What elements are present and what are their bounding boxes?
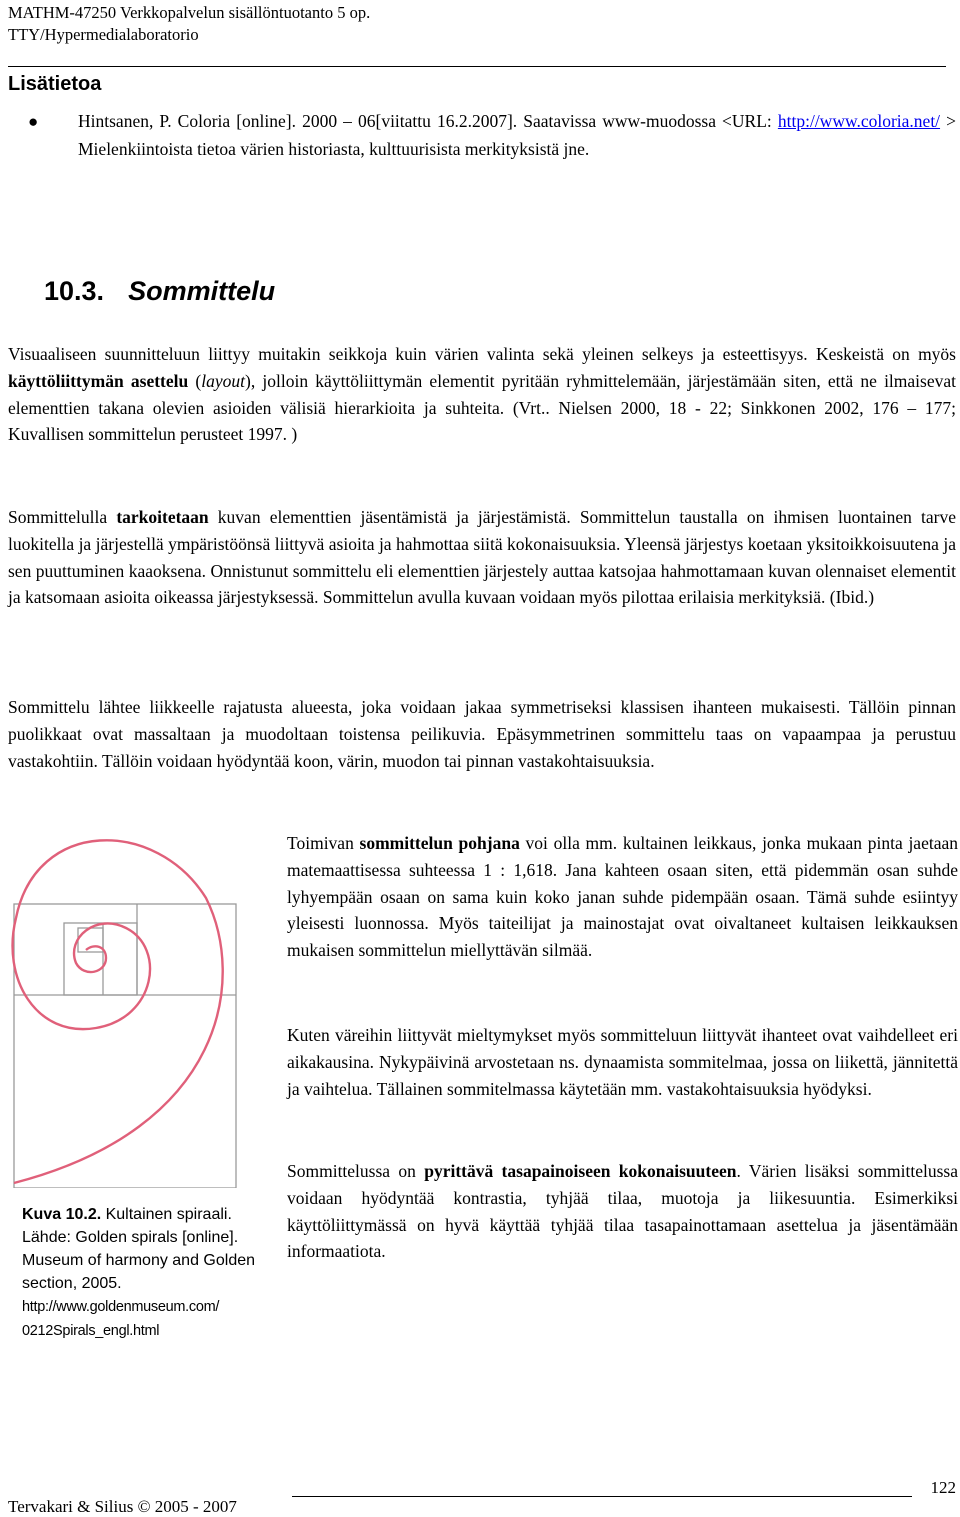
golden-rectangles [14, 904, 236, 1188]
p2-text-a: Sommittelulla [8, 507, 117, 527]
paragraph-5: Kuten väreihin liittyvät mieltymykset myös sommitteluun liittyvät ihanteet ovat vaihdelleet eri aikakausina. Nykypäivinä arvostetaan ns. dynaamista sommitelmaa, jossa on liikettä, jännitettä ja vaihtelua. Tällainen sommitelmassa käytetään mm. vastakohtaisuuksia hyödyksi. [287, 1025, 958, 1099]
p6-text-a: Sommittelussa on [287, 1161, 425, 1181]
reference-list [0, 108, 960, 163]
coloria-link[interactable]: http://www.coloria.net/ [777, 111, 941, 131]
section-heading [44, 274, 275, 308]
golden-spiral-image [6, 828, 244, 1188]
p1-text-e: ), jolloin käyttöliittymän elementit pyritään ryhmittelemään, järjestämään siten, että ne ilmaisevat elementtien takana olevien asioiden välisiä hierarkioita ja suhteita. (Vrt.. Nielsen 2000, 18 - 22; Sinkkonen 2002, 176 – 177; Kuvallisen sommittelun perusteet 1997. ) [8, 370, 956, 445]
p1-italic-term: layout [201, 370, 246, 391]
spiral-curve [13, 840, 223, 1183]
p2-bold-term: tarkoitetaan [116, 507, 209, 527]
p4-bold-term: sommittelun pohjana [359, 833, 520, 853]
reference-text-start: Hintsanen, P. Coloria [online]. 2000 – 06[viitattu 16.2.2007]. Saatavissa www-muodossa <URL: [78, 111, 778, 131]
course-line: MATHM-47250 Verkkopalvelun sisällöntuotanto 5 op. [8, 3, 371, 22]
paragraph-3: Sommittelu lähtee liikkeelle rajatusta alueesta, joka voidaan jakaa symmetriseksi klassisen ihanteen mukaisesti. Tällöin pinnan puolikkaat ovat massaltaan ja muodoltaan toistensa peilikuvia. Epäsymmetrinen sommittelu taas on vapaampaa ja perustuu vastakohtiin. Tällöin voidaan hyödyntää koon, värin, muodon tai pinnan vastakohtaisuuksia. [8, 697, 956, 771]
section-number: 10.3. [44, 276, 105, 306]
p1-text-a: Visuaaliseen suunnitteluun liittyy muitakin seikkoja kuin värien valinta sekä yleinen selkeys ja esteettisyys. Keskeistä on myös [8, 344, 956, 364]
footer-authors: Tervakari & Silius © 2005 - 2007 [8, 1497, 237, 1516]
paragraph-4 [287, 830, 958, 964]
figure-caption [22, 1203, 262, 1343]
p6-bold-term: pyrittävä tasapainoiseen kokonaisuuteen [424, 1161, 737, 1181]
bullet-icon: ● [28, 112, 39, 131]
footer-rule [292, 1496, 912, 1497]
p1-text-c: ( [188, 370, 202, 391]
outer-golden-rectangle [14, 904, 236, 1188]
caption-url: http://www.goldenmuseum.com/ 0212Spirals_engl.html [22, 1299, 220, 1339]
reference-item [28, 108, 956, 163]
golden-spiral-figure [6, 828, 244, 1188]
page-number: 122 [930, 1478, 956, 1497]
p4-text-a: Toimivan [287, 833, 360, 853]
p2-text-c: kuvan elementtien jäsentämistä ja järjestämistä. Sommittelun taustalla on ihmisen luontainen tarve luokitella ja järjestellä ympäristöönsä liittyvä asioita ja hahmottaa siitä kokonaisuuksia. Yleensä järjestys koetaan yksitoikkoisuutena ja sen puuttuminen kaaoksena. Onnistunut sommittelu eli elementtien järjestely auttaa katsojaa hahmottamaan kuvan olennaiset elementit ja katsomaan asioita oikeassa järjestyksessä. Sommittelun avulla kuvaan voidaan myös pilottaa erilaisia merkityksiä. (Ibid.) [8, 507, 956, 608]
header-rule [8, 66, 946, 67]
caption-label: Kuva 10.2. [22, 1206, 102, 1223]
page-header [8, 2, 948, 46]
reference-text-end: > Mielenkiintoista tietoa värien historiasta, kulttuurisista merkityksistä jne. [78, 111, 956, 159]
paragraph-6 [287, 1158, 958, 1265]
p1-bold-term: käyttöliittymän asettelu [8, 370, 189, 391]
p6-text-c: . Värien lisäksi sommittelussa voidaan hyödyntää kontrastia, tyhjää tilaa, muotoja ja liikesuuntia. Esimerkiksi käyttöliittymässä on hyvä käyttää tyhjää tilaa tasapainottamaan asettelua ja jäsentämään informaatiota. [287, 1161, 958, 1262]
paragraph-2 [8, 504, 956, 611]
paragraph-1 [8, 341, 956, 448]
lisatietoa-heading: Lisätietoa [8, 73, 102, 95]
p4-text-c: voi olla mm. kultainen leikkaus, jonka mukaan pinta jaetaan matemaattisessa suhteessa 1 : 1,618. Jana kahteen osaan siten, että pidemmän osan suhde lyhyempään osaan on sama kuin koko janan suhde pidempään osaan. Tämä suhde esiintyy yleisesti luonnossa. Myös taiteilijat ja mainostajat ovat oivaltaneet kultaisen leikkauksen mukaisen sommittelun miellyttävän silmää. [287, 833, 958, 961]
section-title: Sommittelu [128, 276, 276, 306]
lab-line: TTY/Hypermedialaboratorio [8, 25, 199, 44]
caption-text: Kultainen spiraali. Lähde: Golden spirals [online]. Museum of harmony and Golden section, 2005. [22, 1206, 256, 1292]
